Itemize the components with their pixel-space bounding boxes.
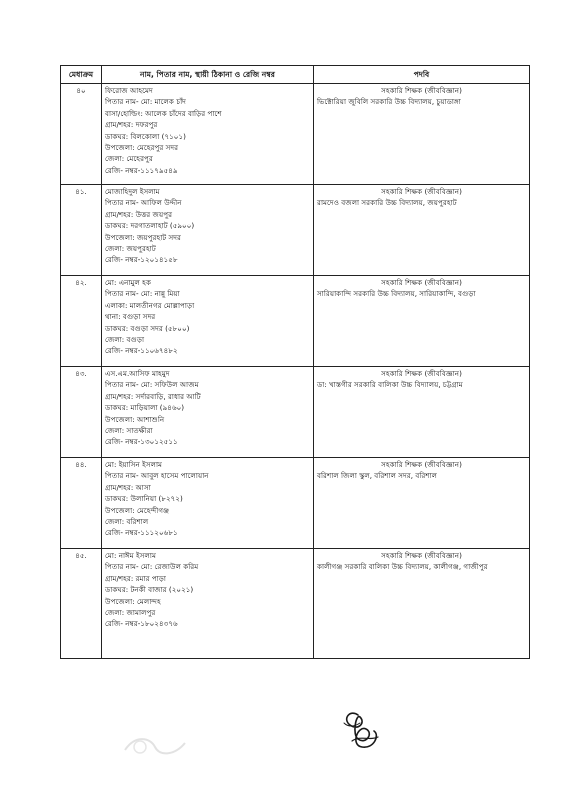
signature-image bbox=[330, 705, 400, 755]
candidate-info-line: ডাকঘর: মাড়িয়ালা (৯৪৬০) bbox=[105, 403, 185, 413]
candidate-info-line: গ্রাম/শহর: সর্দারবাড়ি, রাধার আটি bbox=[105, 391, 201, 401]
candidate-info-line: পিতার নাম- আফিল উদ্দীন bbox=[105, 198, 182, 208]
row-position bbox=[314, 84, 530, 185]
position-school: সারিয়াকান্দি সরকারি উচ্চ বিদ্যালয়, সারিয়াকান্দি, বগুড়া bbox=[317, 289, 476, 299]
table-body bbox=[61, 84, 530, 659]
candidate-info-line: গ্রাম/শহর: রমার পাড়া bbox=[105, 573, 167, 583]
candidate-info-line: জেলা: সাতক্ষীরা bbox=[105, 426, 153, 436]
candidate-info-line: ডাকঘর: বগুড়া সদর (৫৮০০) bbox=[105, 323, 190, 333]
position-title: সহকারি শিক্ষক (জীববিজ্ঞান) bbox=[381, 187, 462, 196]
candidate-info-line: উপজেলা: আশাশুনি bbox=[105, 414, 165, 424]
position-title: সহকারি শিক্ষক (জীববিজ্ঞান) bbox=[381, 278, 462, 287]
row-position bbox=[314, 367, 530, 458]
candidate-info-line: ডাকঘর: দরগাতলাহাট (৫৯০০) bbox=[105, 221, 195, 231]
candidate-info-line: রেজি- নম্বর-১২০১৪১৫৮ bbox=[105, 255, 178, 265]
position-title: সহকারি শিক্ষক (জীববিজ্ঞান) bbox=[381, 369, 462, 378]
candidate-info-line: ডাকঘর: বিলকোলা (৭১০১) bbox=[105, 131, 186, 141]
position-title: সহকারি শিক্ষক (জীববিজ্ঞান) bbox=[381, 460, 462, 469]
candidate-info-line: রেজি- নম্বর-১১০৬৭৪৮২ bbox=[105, 346, 178, 356]
row-position bbox=[314, 549, 530, 659]
candidate-info-line: মোজাহিদুল ইসলাম bbox=[105, 187, 160, 196]
candidate-info-line: ফিরোজ আহমেদ bbox=[105, 86, 153, 95]
merit-list-table bbox=[60, 65, 530, 659]
position-title: সহকারি শিক্ষক (জীববিজ্ঞান) bbox=[381, 86, 462, 95]
candidate-info-line: জেলা: মেহেরপুর bbox=[105, 154, 153, 164]
row-candidate-info bbox=[102, 84, 314, 185]
row-candidate-info bbox=[102, 367, 314, 458]
candidate-info-line: রেজি- নম্বর-১১১২০৬৮১ bbox=[105, 528, 178, 538]
row-candidate-info bbox=[102, 276, 314, 367]
header-serial: মেধাক্রম bbox=[61, 66, 102, 84]
row-candidate-info bbox=[102, 185, 314, 276]
candidate-info-line: মো: ইয়াসিন ইসলাম bbox=[105, 460, 163, 469]
table-row bbox=[61, 549, 530, 659]
candidate-info-line: উপজেলা: মেহেরপুর সদর bbox=[105, 143, 179, 153]
candidate-info-line: ডাকঘর: উলানিয়া (৮২৭২) bbox=[105, 494, 183, 504]
faint-stamp-mark bbox=[115, 725, 195, 765]
candidate-info-line: মো: নাঈম ইসলাম bbox=[105, 551, 156, 560]
candidate-info-line: উপজেলা: জয়পুরহাট সদর bbox=[105, 232, 181, 242]
candidate-info-line: পিতার নাম- মো: সফিউল আজম bbox=[105, 380, 199, 390]
row-serial: ৪৩. bbox=[61, 367, 102, 458]
row-position bbox=[314, 185, 530, 276]
row-serial: ৪০ bbox=[61, 84, 102, 185]
candidate-info-line: পিতার নাম- মো: রেজাউল করিম bbox=[105, 562, 199, 572]
candidate-info-line: পিতার নাম- মো: নান্নু মিয়া bbox=[105, 289, 180, 299]
position-school: রামদেও বজলা সরকারি উচ্চ বিদ্যালয়, জয়পুরহাট bbox=[317, 198, 457, 208]
candidate-info-line: রেজি- নম্বর-১১১৭৯৫৪৯ bbox=[105, 165, 178, 175]
candidate-info-line: জেলা: জামালপুর bbox=[105, 608, 156, 618]
candidate-info-line: ডাকঘর: টনকী বাজার (২০২১) bbox=[105, 585, 194, 595]
position-title: সহকারি শিক্ষক (জীববিজ্ঞান) bbox=[381, 551, 462, 560]
position-school: ডা: খাস্তগীর সরকারি বালিকা উচ্চ বিদ্যালয়, চট্টগ্রাম bbox=[317, 380, 463, 390]
candidate-info-line: থানা: বগুড়া সদর bbox=[105, 312, 156, 322]
table-row bbox=[61, 458, 530, 549]
header-info: নাম, পিতার নাম, স্থায়ী ঠিকানা ও রেজি নম্বর bbox=[102, 66, 314, 84]
candidate-info-line: উপজেলা: মেহেন্দীগঞ্জ bbox=[105, 505, 170, 515]
row-position bbox=[314, 276, 530, 367]
candidate-info-line: উপজেলা: মেলান্দহ bbox=[105, 596, 161, 606]
candidate-info-line: রেজি- নম্বর-১৮০২৪৩৭৬ bbox=[105, 619, 178, 629]
candidate-info-line: গ্রাম/শহর: উত্তর জয়পুর bbox=[105, 209, 173, 219]
row-serial: ৪৫. bbox=[61, 549, 102, 659]
row-candidate-info bbox=[102, 458, 314, 549]
row-serial: ৪৪. bbox=[61, 458, 102, 549]
candidate-info-line: বাসা/হোল্ডিং: আলেক চাঁদের বাড়ির পাশে bbox=[105, 108, 222, 118]
row-serial: ৪১. bbox=[61, 185, 102, 276]
candidate-info-line: গ্রাম/শহর: দফরপুর bbox=[105, 120, 158, 130]
candidate-info-line: এলাকা: মালতীনগর মোল্লাপাড়া bbox=[105, 300, 195, 310]
row-position bbox=[314, 458, 530, 549]
candidate-info-line: জেলা: বরিশাল bbox=[105, 517, 149, 527]
candidate-info-line: জেলা: বগুড়া bbox=[105, 335, 145, 345]
position-school: কালীগঞ্জ সরকারি বালিকা উচ্চ বিদ্যালয়, কালীগঞ্জ, গাজীপুর bbox=[317, 562, 488, 572]
candidate-info-line: রেজি- নম্বর-১৩০১২৫১১ bbox=[105, 437, 178, 447]
header-position: পদবি bbox=[314, 66, 530, 84]
table-row bbox=[61, 84, 530, 185]
candidate-info-line: মো: এনামুল হক bbox=[105, 278, 151, 287]
table-row bbox=[61, 185, 530, 276]
position-school: ভিক্টোরিয়া জুবিলি সরকারি উচ্চ বিদ্যালয়, চুয়াডাঙ্গা bbox=[317, 97, 461, 107]
table-row bbox=[61, 367, 530, 458]
table-header-row bbox=[61, 66, 530, 84]
candidate-info-line: এস.এম.আসিফ মাহমুদ bbox=[105, 369, 170, 378]
position-school: বরিশাল জিলা স্কুল, বরিশাল সদর, বরিশাল bbox=[317, 471, 438, 481]
table-row bbox=[61, 276, 530, 367]
candidate-info-line: গ্রাম/শহর: আসা bbox=[105, 482, 151, 492]
row-serial: ৪২. bbox=[61, 276, 102, 367]
candidate-info-line: পিতার নাম- মো: মালেক চাঁদ bbox=[105, 97, 186, 107]
candidate-info-line: পিতার নাম- আবুল হাসেম পালোয়ান bbox=[105, 471, 209, 481]
row-candidate-info bbox=[102, 549, 314, 659]
candidate-info-line: জেলা: জয়পুরহাট bbox=[105, 244, 156, 254]
